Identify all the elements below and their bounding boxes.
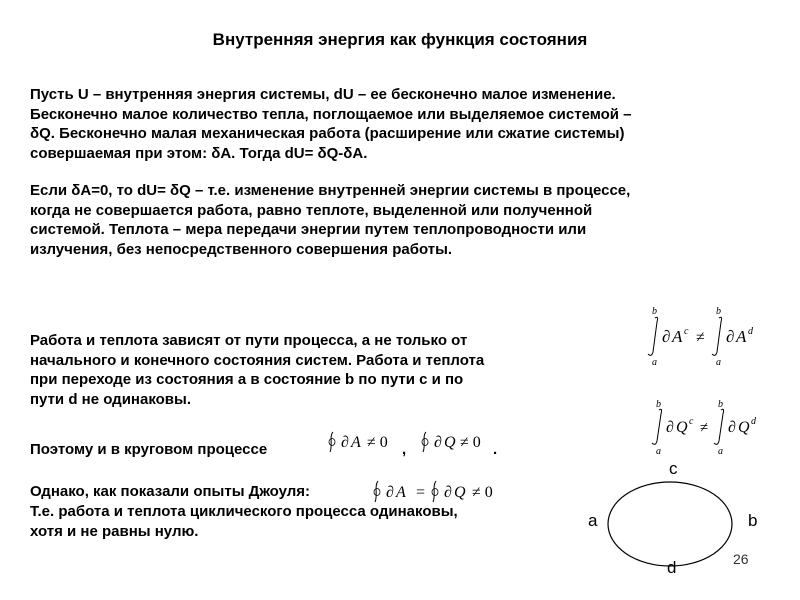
work-symbol: A: [396, 484, 406, 501]
comma: ,: [402, 441, 407, 458]
neq-zero-symbol: ≠ 0: [367, 434, 388, 451]
period: .: [493, 441, 498, 458]
text-line: совершаемая при этом: δA. Тогда dU= δQ-δA.: [30, 144, 368, 162]
neq-symbol: ≠: [700, 420, 709, 436]
page-number: 26: [733, 551, 749, 567]
differential-symbol: ∂: [666, 419, 674, 436]
heat-symbol: Q: [676, 419, 688, 436]
upper-limit: b: [716, 306, 721, 317]
text-line: начального и конечного состояния систем. Работа и теплота: [30, 351, 485, 369]
text-line: Если δA=0, то dU= δQ – т.е. изменение внутренней энергии системы в процессе,: [30, 182, 631, 199]
differential-symbol: ∂: [434, 434, 442, 451]
heat-symbol: Q: [454, 484, 466, 501]
work-symbol: A: [736, 327, 747, 346]
upper-limit: b: [656, 399, 661, 410]
page-title: Внутренняя энергия как функция состояния: [212, 30, 588, 49]
text-line: δQ. Бесконечно малая механическая работа (расширение или сжатие системы): [30, 125, 625, 142]
upper-limit: b: [652, 306, 657, 317]
diagram-label-c: c: [669, 459, 678, 478]
diagram-label-d: d: [667, 558, 677, 577]
cycle-ellipse: [608, 482, 732, 566]
text-line: Бесконечно малое количество тепла, поглощаемое или выделяемое системой –: [30, 105, 632, 123]
differential-symbol: ∂: [728, 419, 736, 436]
differential-symbol: ∂: [726, 327, 735, 346]
paragraph-path-dependence: [30, 331, 590, 409]
paragraph-definition: [30, 85, 770, 163]
differential-symbol: ∂: [662, 327, 671, 346]
neq-symbol: ≠: [696, 329, 705, 346]
neq-zero-symbol: ≠ 0: [460, 434, 481, 451]
contour-integral-work: [325, 426, 405, 456]
text-line: Пусть U – внутренняя энергия системы, dU – ее бесконечно малое изменение.: [30, 86, 616, 103]
path-superscript: d: [751, 416, 756, 427]
work-symbol: A: [672, 327, 683, 346]
text-line: Работа и теплота зависят от пути процесса, а не только от: [30, 332, 468, 349]
text-line: при переходе из состояния a в состояние b по пути c и по: [30, 371, 464, 388]
paragraph-conclusion: [30, 502, 590, 541]
lower-limit: a: [718, 446, 723, 457]
differential-symbol: ∂: [386, 484, 394, 501]
work-symbol: A: [351, 434, 361, 451]
contour-integral-heat: [418, 426, 498, 456]
lower-limit: a: [652, 357, 657, 368]
diagram-label-a: a: [588, 511, 598, 530]
text-line: хотя и не равны нулю.: [30, 522, 199, 540]
equals-symbol: =: [416, 484, 426, 501]
path-superscript: c: [684, 326, 689, 337]
paragraph-heat: [30, 181, 770, 259]
neq-zero-symbol: ≠ 0: [472, 484, 493, 501]
text-line: Т.е. работа и теплота циклического процесса одинаковы,: [30, 503, 458, 520]
upper-limit: b: [718, 399, 723, 410]
diagram-label-b: b: [748, 511, 758, 530]
heat-symbol: Q: [444, 434, 456, 451]
path-superscript: d: [748, 326, 753, 337]
lower-limit: a: [716, 357, 721, 368]
path-integral-work-formula: [640, 304, 760, 368]
path-integral-heat-formula: [650, 397, 770, 457]
text-line: системой. Теплота – мера передачи энергии путем теплопроводности или: [30, 221, 587, 238]
joule-text: Однако, как показали опыты Джоуля:: [30, 483, 311, 500]
cyclic-process-text: Поэтому и в круговом процессе: [30, 441, 268, 458]
text-line: излучения, без непосредственного совершения работы.: [30, 240, 453, 258]
lower-limit: a: [656, 446, 661, 457]
differential-symbol: ∂: [444, 484, 452, 501]
differential-symbol: ∂: [341, 434, 349, 451]
path-superscript: c: [689, 416, 694, 427]
text-line: пути d не одинаковы.: [30, 390, 192, 408]
heat-symbol: Q: [738, 419, 750, 436]
text-line: когда не совершается работа, равно теплоте, выделенной или полученной: [30, 201, 593, 219]
